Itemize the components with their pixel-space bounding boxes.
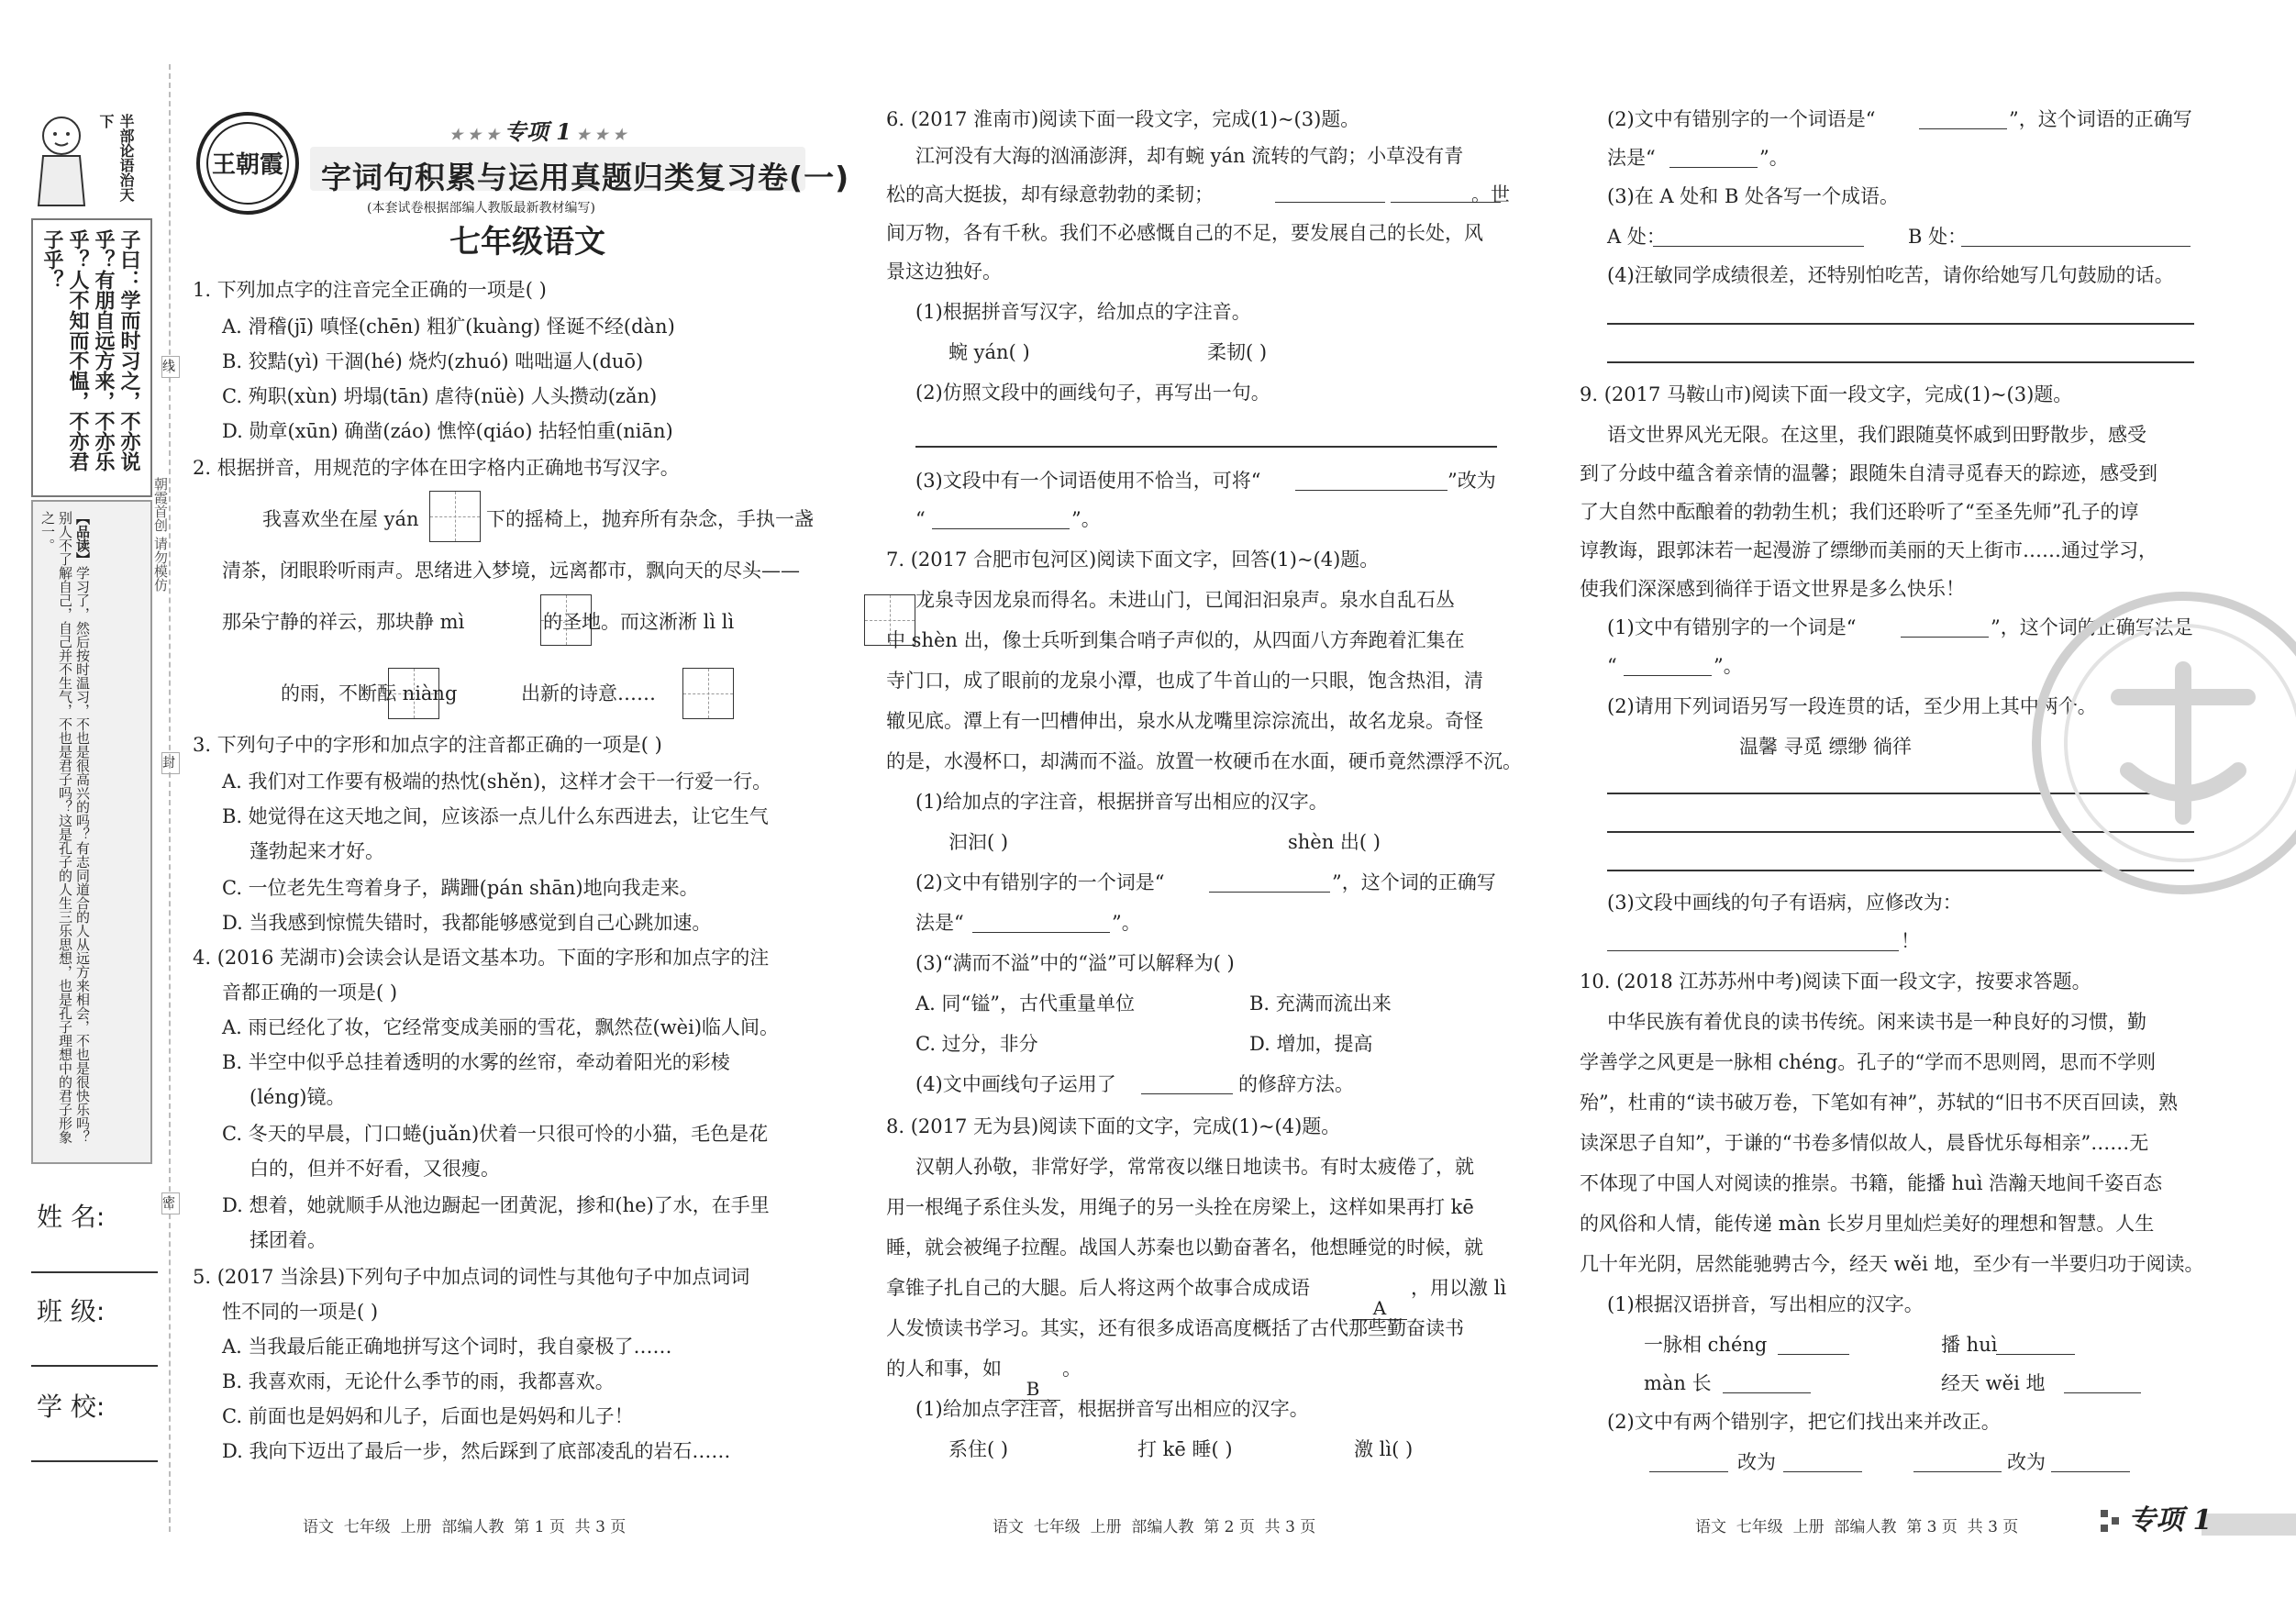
q8-p4b: ，用以激 lì <box>1411 1277 1507 1299</box>
q7-p1: 龙泉寺因龙泉而得名。未进山门，已闻汩汩泉声。泉水自乱石丛 <box>915 589 1455 611</box>
q10-sub1-blank-d[interactable] <box>2064 1392 2141 1393</box>
q2-line2: 清茶，闭眼聆听雨声。思绪进入梦境，远离都市，飘向天的尽头—— <box>222 560 800 582</box>
q9-p3: 了大自然中酝酿着的勃勃生机；我们还聆听了“至圣先师”孔子的谆 <box>1580 501 2139 523</box>
q7-sub3-option-b[interactable]: B. 充满而流出来 <box>1249 993 1392 1015</box>
sidebar-quote: 子曰：学而时习之，不亦说乎？有朋自远方来，不亦乐乎？人不知而不愠，不亦君子乎？ <box>40 229 140 471</box>
q9-sub1-blank-1[interactable] <box>1901 637 1989 638</box>
q6-sub1: (1)根据拼音写汉字，给加点的字注音。 <box>915 301 1251 323</box>
q4-option-c[interactable]: C. 冬天的早晨，门口蜷(juǎn)伏着一只很可怜的小猫，毛色是花 <box>222 1123 769 1145</box>
q6-imitation-blank-1[interactable] <box>1275 202 1385 203</box>
q8-sub2-c: 法是“ <box>1607 147 1656 169</box>
q2-line1b: 下的摇椅上，抛弃所有杂念，手执一盏 <box>486 508 814 530</box>
school-label: 学 校: <box>37 1392 105 1422</box>
q7-stem: 7. (2017 合肥市包河区)阅读下面文字，回答(1)~(4)题。 <box>886 549 1380 571</box>
q5-stem: 5. (2017 当涂县)下列句子中加点词的词性与其他句子中加点词词 <box>193 1266 750 1288</box>
q8-sub4: (4)汪敏同学成绩很差，还特别怕吃苦，请你给她写几句鼓励的话。 <box>1607 264 2174 286</box>
q9-sub1-b: ”，这个词的正确写法是 <box>1991 616 2193 638</box>
corner-topic-tag: 专项 1 <box>2128 1504 2213 1536</box>
q10-sub2-change-2: 改为 <box>2007 1451 2046 1473</box>
q8-sub4-line-2[interactable] <box>1607 361 2194 363</box>
q2-line3b: 的圣地。而这淅淅 lì lì <box>543 611 735 633</box>
sidebar-comment <box>39 511 91 1153</box>
q2-line4a: 的雨，不断酝 niàng <box>281 682 458 704</box>
q8-sub2-blank-2[interactable] <box>1669 167 1758 168</box>
q10-sub2-change-1: 改为 <box>1737 1451 1776 1473</box>
q9-sub2-words: 温馨 寻觅 缥缈 徜徉 <box>1739 736 1913 758</box>
q7-sub4-blank[interactable] <box>1141 1093 1233 1094</box>
q9-stem: 9. (2017 马鞍山市)阅读下面一段文字，完成(1)~(3)题。 <box>1580 383 2073 405</box>
q7-sub2-b: ”，这个词的正确写 <box>1332 871 1496 893</box>
q6-sub3-c: “ <box>915 508 926 530</box>
name-line[interactable] <box>31 1271 158 1273</box>
q9-sub1-c: “ <box>1607 655 1617 677</box>
q6-p2-end: 。世 <box>1471 183 1510 205</box>
sidebar-top-label: 半部论语治天下 <box>97 114 135 202</box>
q8-sub3-b-label: B 处： <box>1908 226 1968 248</box>
q4-option-a[interactable]: A. 雨已经化了妆，它经常变成美丽的雪花，飘然莅(wèi)临人间。 <box>222 1016 780 1038</box>
q9-sub1-a: (1)文中有错别字的一个词是“ <box>1607 616 1857 638</box>
q8-sub3: (3)在 A 处和 B 处各写一个成语。 <box>1607 185 1900 207</box>
q3-stem: 3. 下列句子中的字形和加点字的注音都正确的一项是( ) <box>193 734 662 756</box>
q6-sub3-blank-2[interactable] <box>932 528 1070 529</box>
q10-sub1-b: 播 huì <box>1941 1334 1998 1356</box>
q6-sub3-d: ”。 <box>1071 508 1101 530</box>
sidebar-quote-box <box>31 218 152 497</box>
q7-sub3-option-a[interactable]: A. 同“镒”，古代重量单位 <box>915 993 1135 1015</box>
q9-sub1-blank-2[interactable] <box>1624 675 1712 676</box>
page-subtitle: (本套试卷根据部编人教版最新教材编写) <box>367 201 595 216</box>
q5-option-b[interactable]: B. 我喜欢雨，无论什么季节的雨，我都喜欢。 <box>222 1370 615 1392</box>
topic-tag: ★ ★ ★ 专项 1 ★ ★ ★ <box>449 118 627 145</box>
school-line[interactable] <box>31 1460 158 1462</box>
q7-sub1-a[interactable]: 汩汩( ) <box>948 831 1009 853</box>
tianzige-box-1[interactable] <box>429 491 481 542</box>
page-footer-2: 语文 七年级 上册 部编人教 第 2 页 共 3 页 <box>993 1518 1316 1536</box>
svg-text:王朝霞: 王朝霞 <box>211 151 284 179</box>
q10-sub2-blank-2[interactable] <box>1783 1471 1862 1472</box>
q10-p1: 中华民族有着优良的读书传统。闲来读书是一种良好的习惯，勤 <box>1607 1011 2146 1033</box>
q10-p3: 殆”，杜甫的“读书破万卷，下笔如有神”，苏轼的“旧书不厌百回读，熟 <box>1580 1092 2178 1114</box>
q6-sub2: (2)仿照文段中的画线句子，再写出一句。 <box>915 382 1270 404</box>
comment-text: 学习了，然后按时温习，不也是很高兴的吗？有志同道合的人从远方来相会，不也是很快乐吗？别人不了解自己，自己并不生气，不也是君子吗？这是孔子的人生三乐思想，也是孔子理想中的君子形象之一。 <box>39 511 91 1144</box>
q9-sub2: (2)请用下列词语另写一段连贯的话，至少用上其中两个。 <box>1607 695 2097 717</box>
q3-option-d[interactable]: D. 当我感到惊慌失错时，我都能够感觉到自己心跳加速。 <box>222 912 712 934</box>
q8-sub1: (1)给加点字注音，根据拼音写出相应的汉字。 <box>915 1398 1309 1420</box>
q7-sub4-b: 的修辞方法。 <box>1238 1073 1354 1095</box>
grade-title: 七年级语文 <box>449 224 605 261</box>
q10-p2: 学善学之风更是一脉相 chéng。孔子的“学而不思则罔，思而不学则 <box>1580 1051 2157 1073</box>
q8-p4a: 拿锥子扎自己的大腿。后人将这两个故事合成成语 <box>886 1277 1310 1299</box>
q7-sub3-option-d[interactable]: D. 增加，提高 <box>1249 1033 1373 1055</box>
q7-sub2-a: (2)文中有错别字的一个词是“ <box>915 871 1165 893</box>
q5-option-a[interactable]: A. 当我最后能正确地拼写这个词时，我自豪极了…… <box>222 1336 672 1358</box>
q7-p4: 辙见底。潭上有一凹槽伸出，泉水从龙嘴里淙淙流出，故名龙泉。奇怪 <box>886 710 1483 732</box>
q8-p6a: 的人和事，如 <box>886 1358 1002 1380</box>
q9-p5: 使我们深深感到徜徉于语文世界是多么快乐！ <box>1580 578 1965 600</box>
tianzige-box-5[interactable] <box>682 668 734 719</box>
q2-stem: 2. 根据拼音，用规范的字体在田字格内正确地书写汉字。 <box>193 457 680 479</box>
q10-sub1-a: 一脉相 chéng <box>1644 1334 1768 1356</box>
q8-sub4-line-1[interactable] <box>1607 323 2194 325</box>
q2-line1a: 我喜欢坐在屋 yán <box>262 508 419 530</box>
q3-option-b[interactable]: B. 她觉得在这天地之间，应该添一点儿什么东西进去，让它生气 <box>222 805 769 827</box>
q7-sub4-a: (4)文中画线句子运用了 <box>915 1073 1116 1095</box>
q9-p4: 谆教诲，跟郭沫若一起漫游了缥缈而美丽的天上街市……通过学习， <box>1580 539 2157 561</box>
q10-sub1-blank-a[interactable] <box>1778 1354 1849 1355</box>
q10-p4: 读深思子自知”，于谦的“书卷多情似故人，晨昏忧乐每相亲”……无 <box>1580 1132 2149 1154</box>
q5-stem-cont: 性不同的一项是( ) <box>222 1301 379 1323</box>
q10-sub1-blank-c[interactable] <box>1723 1392 1811 1393</box>
q6-sub1-a[interactable]: 蜿 yán( ) <box>948 341 1030 363</box>
q8-sub3-a-label: A 处： <box>1607 226 1666 248</box>
sidebar-comment-box <box>31 500 152 1164</box>
page-title: 字词句积累与运用真题归类复习卷(一) <box>321 160 850 195</box>
page-footer-3: 语文 七年级 上册 部编人教 第 3 页 共 3 页 <box>1695 1518 2019 1536</box>
q10-sub2-blank-1[interactable] <box>1649 1471 1728 1472</box>
q8-sub1-b[interactable]: 打 kē 睡( ) <box>1137 1438 1233 1460</box>
q5-option-d[interactable]: D. 我向下迈出了最后一步，然后踩到了底部凌乱的岩石…… <box>222 1440 731 1462</box>
q8-p3: 睡，就会被绳子拉醒。战国人苏秦也以勤奋著名，他想睡觉的时候，就 <box>886 1237 1483 1259</box>
q3-option-b-cont: 蓬勃起来才好。 <box>250 840 384 862</box>
q7-sub2-blank-2[interactable] <box>972 932 1110 933</box>
q1-option-a[interactable]: A. 滑稽(jī) 嗔怪(chēn) 粗犷(kuàng) 怪诞不经(dàn) <box>222 316 675 338</box>
q7-p5: 的是，水漫杯口，却满而不溢。放置一枚硬币在水面，硬币竟然漂浮不沉。 <box>886 750 1522 772</box>
q8-blank-a[interactable]: A <box>1352 1297 1407 1320</box>
q7-sub2-d: ”。 <box>1112 912 1141 934</box>
q8-p6b: 。 <box>1062 1358 1081 1380</box>
comment-label: 【品读】 <box>74 511 91 566</box>
q10-p6: 的风俗和人情，能传递 màn 长岁月里灿烂美好的理想和智慧。人生 <box>1580 1213 2155 1235</box>
class-line[interactable] <box>31 1365 158 1367</box>
seal-mark-1: 线 <box>161 356 180 378</box>
q10-sub1-blank-b[interactable] <box>1996 1354 2075 1355</box>
q8-sub2-a: (2)文中有错别字的一个词语是“ <box>1607 108 1876 130</box>
q7-sub1-b[interactable]: shèn 出( ) <box>1288 831 1381 853</box>
q2-line3a: 那朵宁静的祥云，那块静 mì <box>222 611 465 633</box>
q8-sub1-a[interactable]: 系住( ) <box>948 1438 1009 1460</box>
q8-blank-b[interactable]: B <box>1005 1378 1060 1401</box>
q4-option-c-cont: 白的，但并不好看，又很瘦。 <box>250 1158 500 1180</box>
q10-stem: 10. (2018 江苏苏州中考)阅读下面一段文字，按要求答题。 <box>1580 970 2091 993</box>
q10-p5: 不体现了中国人对阅读的推崇。书籍，能播 huì 浩瀚天地间千姿百态 <box>1580 1172 2163 1194</box>
name-label: 姓 名: <box>37 1202 105 1232</box>
q9-p1: 语文世界风光无限。在这里，我们跟随莫怀戚到田野散步，感受 <box>1607 424 2146 446</box>
q10-sub2-blank-3[interactable] <box>1913 1471 2002 1472</box>
seal-mark-2: 封 <box>161 752 180 774</box>
q7-p2: 中 shèn 出，像士兵听到集合哨子声似的，从四面八方奔跑着汇集在 <box>886 629 1465 651</box>
q6-stem: 6. (2017 淮南市)阅读下面一段文字，完成(1)~(3)题。 <box>886 108 1360 130</box>
publisher-logo <box>193 108 303 218</box>
q9-sub1-d: ”。 <box>1714 655 1743 677</box>
q7-p3: 寺门口，成了眼前的龙泉小潭，也成了牛首山的一只眼，饱含热泪，清 <box>886 670 1483 692</box>
q1-stem: 1. 下列加点字的注音完全正确的一项是( ) <box>193 279 547 301</box>
q6-sub3-b: ”改为 <box>1447 470 1496 492</box>
q3-option-c[interactable]: C. 一位老先生弯着身子，蹒跚(pán shān)地向我走来。 <box>222 877 699 899</box>
q7-sub2-blank-1[interactable] <box>1209 892 1330 893</box>
q4-option-b[interactable]: B. 半空中似乎总挂着透明的水雾的丝帘，牵动着阳光的彩棱 <box>222 1051 730 1073</box>
q4-option-b-cont: (léng)镜。 <box>250 1086 346 1108</box>
q10-p7: 几十年光阴，居然能驰骋古今，经天 wěi 地，至少有一半要归功于阅读。 <box>1580 1253 2204 1275</box>
q10-sub1: (1)根据汉语拼音，写出相应的汉字。 <box>1607 1293 1924 1315</box>
q6-p3: 间万物，各有千秋。我们不必感慨自己的不足，要发展自己的长处，风 <box>886 222 1483 244</box>
q8-p1: 汉朝人孙敬，非常好学，常常夜以继日地读书。有时太疲倦了，就 <box>915 1156 1474 1178</box>
q4-stem-cont: 音都正确的一项是( ) <box>222 981 398 1004</box>
q8-sub2-d: ”。 <box>1759 147 1789 169</box>
q6-sub2-answer-line[interactable] <box>915 446 1497 448</box>
watermark-stamp <box>2027 587 2296 899</box>
q7-sub3-option-c[interactable]: C. 过分，非分 <box>915 1033 1038 1055</box>
q7-sub2-c: 法是“ <box>915 912 964 934</box>
page-footer-1: 语文 七年级 上册 部编人教 第 1 页 共 3 页 <box>303 1518 627 1536</box>
q6-p1: 江河没有大海的汹涌澎湃，却有蜿 yán 流转的气韵；小草没有青 <box>915 145 1464 167</box>
q6-p4: 景这边独好。 <box>886 261 1002 283</box>
corner-bar <box>2202 1514 2296 1536</box>
q8-sub3-a-blank[interactable] <box>1653 246 1864 247</box>
class-label: 班 级: <box>37 1296 105 1326</box>
q7-sub3: (3)“满而不溢”中的“溢”可以解释为( ) <box>915 952 1235 974</box>
q1-option-b[interactable]: B. 狡黠(yì) 干涸(hé) 烧灼(zhuó) 咄咄逼人(duō) <box>222 350 644 372</box>
q6-sub3-blank-1[interactable] <box>1295 490 1447 491</box>
q9-p2: 到了分歧中蕴含着亲情的温馨；跟随朱自清寻觅春天的踪迹，感受到 <box>1580 462 2157 484</box>
q10-sub2: (2)文中有两个错别字，把它们找出来并改正。 <box>1607 1411 2001 1433</box>
q6-sub3-a: (3)文段中有一个词语使用不恰当，可将“ <box>915 470 1261 492</box>
q8-sub2-b: ”，这个词语的正确写 <box>2009 108 2192 130</box>
q8-sub2-blank-1[interactable] <box>1919 128 2007 129</box>
q10-sub2-blank-4[interactable] <box>2051 1471 2130 1472</box>
q4-option-d-cont: 揉团着。 <box>250 1229 327 1251</box>
q6-p2: 松的高大挺拔，却有绿意勃勃的柔韧； <box>886 183 1214 205</box>
q3-option-a[interactable]: A. 我们对工作要有极端的热忱(shěn)，这样才会干一行爱一行。 <box>222 771 772 793</box>
q6-sub1-b[interactable]: 柔韧( ) <box>1207 341 1268 363</box>
q7-sub1: (1)给加点的字注音，根据拼音写出相应的汉字。 <box>915 791 1328 813</box>
q2-line4b: 出新的诗意…… <box>521 682 656 704</box>
q1-option-d[interactable]: D. 勋章(xūn) 确凿(záo) 憔悴(qiáo) 拈轻怕重(niān) <box>222 420 673 442</box>
q8-sub1-c[interactable]: 激 lì( ) <box>1354 1438 1414 1460</box>
q8-stem: 8. (2017 无为县)阅读下面的文字，完成(1)~(4)题。 <box>886 1115 1341 1137</box>
seal-note: 朝霞首创 请勿模仿 <box>152 477 169 592</box>
q5-option-c[interactable]: C. 前面也是妈妈和儿子，后面也是妈妈和儿子！ <box>222 1405 634 1427</box>
seal-dashed-line <box>169 64 171 1532</box>
seal-mark-3: 密 <box>161 1192 180 1214</box>
q8-p2: 用一根绳子系住头发，用绳子的另一头拴在房梁上，这样如果再打 kē <box>886 1196 1474 1218</box>
q9-sub3-blank[interactable] <box>1607 950 1899 951</box>
q4-stem: 4. (2016 芜湖市)会读会认是语文基本功。下面的字形和加点字的注 <box>193 947 770 969</box>
q10-sub1-c: màn 长 <box>1644 1372 1712 1394</box>
q8-sub3-b-blank[interactable] <box>1961 246 2191 247</box>
q9-sub3-end: ！ <box>1901 930 1920 952</box>
q9-sub3: (3)文段中画线的句子有语病，应修改为： <box>1607 892 1962 914</box>
q4-option-d[interactable]: D. 想着，她就顺手从池边蹰起一团黄泥，掺和(he)了水，在手里 <box>222 1194 770 1216</box>
corner-dots <box>2101 1510 2126 1532</box>
q10-sub1-d: 经天 wěi 地 <box>1941 1372 2046 1394</box>
q8-p5: 人发愤读书学习。其实，还有很多成语高度概括了古代那些勤奋读书 <box>886 1317 1464 1339</box>
q1-option-c[interactable]: C. 殉职(xùn) 坍塌(tān) 虐待(nüè) 人头攒动(zǎn) <box>222 385 658 407</box>
sidebar-illustration <box>35 110 88 211</box>
